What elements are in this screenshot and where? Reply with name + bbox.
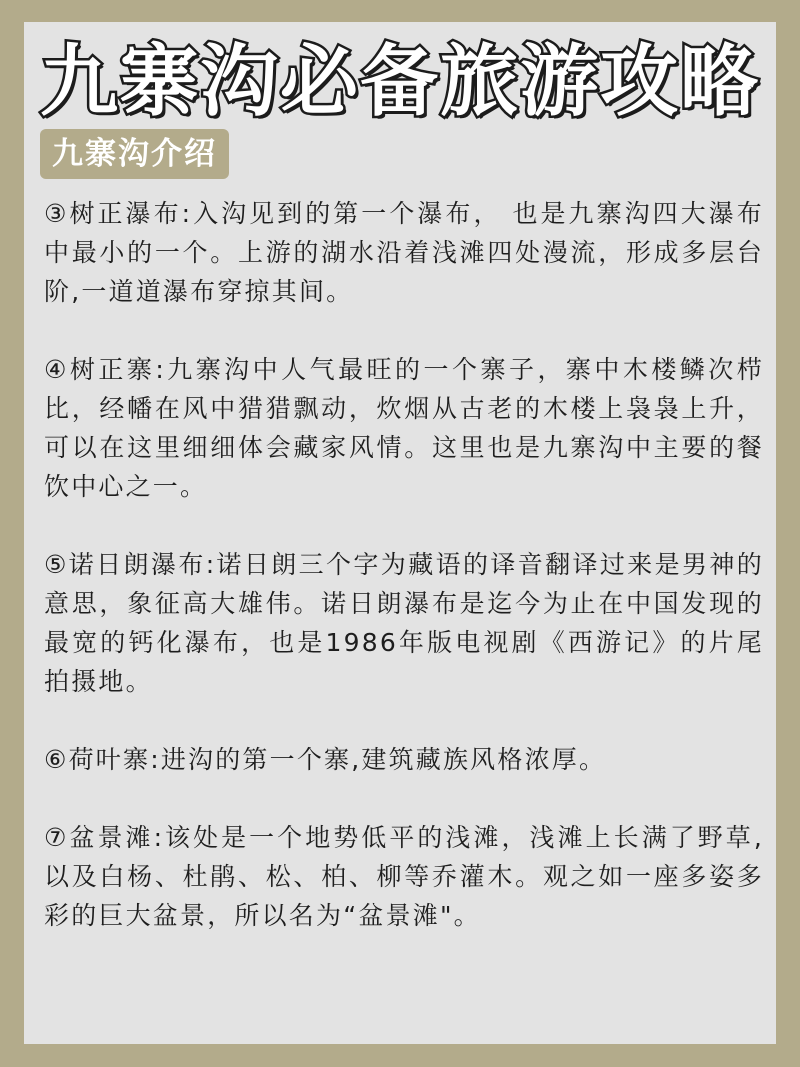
paragraph-heye-village: ⑥荷叶寨:进沟的第一个寨,建筑藏族风格浓厚。 bbox=[44, 745, 607, 774]
paragraph-nuorilang-waterfall: ⑤诺日朗瀑布:诺日朗三个字为藏语的译音翻译过来是男神的意思，象征高大雄伟。诺日朗瀑布是迄今为止在中国发现的最宽的钙化瀑布，也是1986年版电视剧《西游记》的片尾拍摄地。 bbox=[44, 550, 764, 696]
paragraph-shuzheng-waterfall: ③树正瀑布:入沟见到的第一个瀑布， 也是九寨沟四大瀑布中最小的一个。上游的湖水沿着浅滩四处漫流，形成多层台阶,一道道瀑布穿掠其间。 bbox=[44, 199, 764, 306]
page-title: 九寨沟必备旅游攻略 bbox=[39, 37, 760, 127]
content-card bbox=[24, 22, 776, 1044]
paragraph-shuzheng-village: ④树正寨:九寨沟中人气最旺的一个寨子，寨中木楼鳞次栉比，经幡在风中猎猎飘动，炊烟从古老的木楼上袅袅上升，可以在这里细细体会藏家风情。这里也是九寨沟中主要的餐饮中心之一。 bbox=[44, 355, 764, 501]
paragraph-penjing-shoal: ⑦盆景滩:该处是一个地势低平的浅滩，浅滩上长满了野草,以及白杨、杜鹃、松、柏、柳等乔灌木。观之如一座多姿多彩的巨大盆景，所以名为“盆景滩"。 bbox=[44, 823, 764, 930]
section-tag: 九寨沟介绍 bbox=[40, 129, 229, 179]
article-body bbox=[44, 194, 764, 974]
